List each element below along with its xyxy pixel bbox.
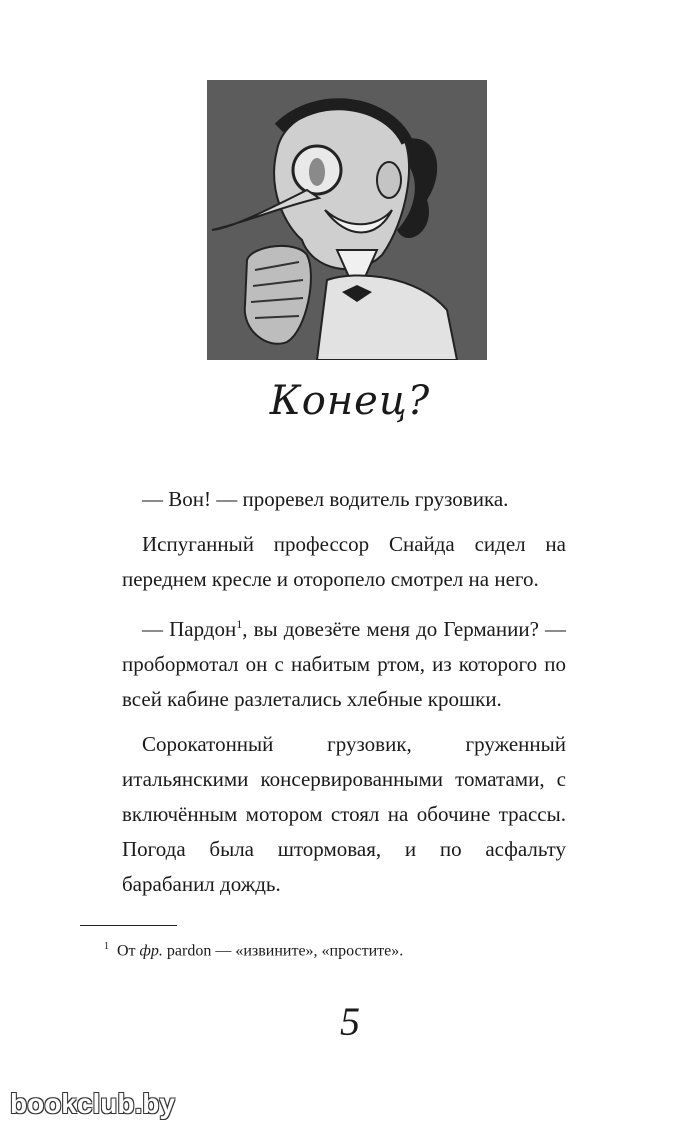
paragraph-1: — Вон! — проревел водитель грузовика. [142, 487, 509, 511]
chapter-illustration [207, 80, 487, 360]
watermark: bookclub.by [10, 1088, 175, 1119]
footnote-prefix: От [117, 942, 140, 960]
footnote-marker: 1 [104, 941, 109, 952]
footnote-ref: 1 [236, 617, 243, 631]
paragraph-3 [122, 607, 566, 717]
body-text [122, 482, 566, 912]
paragraph-3-end: , вы довезёте меня до Германии? — пробормотал он с набитым ртом, из которого по всей кабине разлетались хлебные крошки. [122, 617, 566, 711]
paragraph-3-start: — Пардон [142, 617, 237, 641]
footnote-text: pardon — «извините», «простите». [162, 942, 404, 960]
page-number: 5 [340, 999, 360, 1044]
paragraph-4: Сорокатонный грузовик, груженный итальянскими консервированными томатами, с включённым мотором стоял на обочине трассы. Погода была штормовая, и по асфальту барабанил дождь. [122, 732, 566, 896]
footnote [104, 941, 403, 960]
footnote-rule [80, 925, 177, 926]
footnote-abbr: фр. [139, 942, 163, 960]
chapter-title: Конец? [269, 378, 431, 424]
paragraph-2: Испуганный профессор Снайда сидел на переднем кресле и оторопело смотрел на него. [122, 532, 566, 591]
